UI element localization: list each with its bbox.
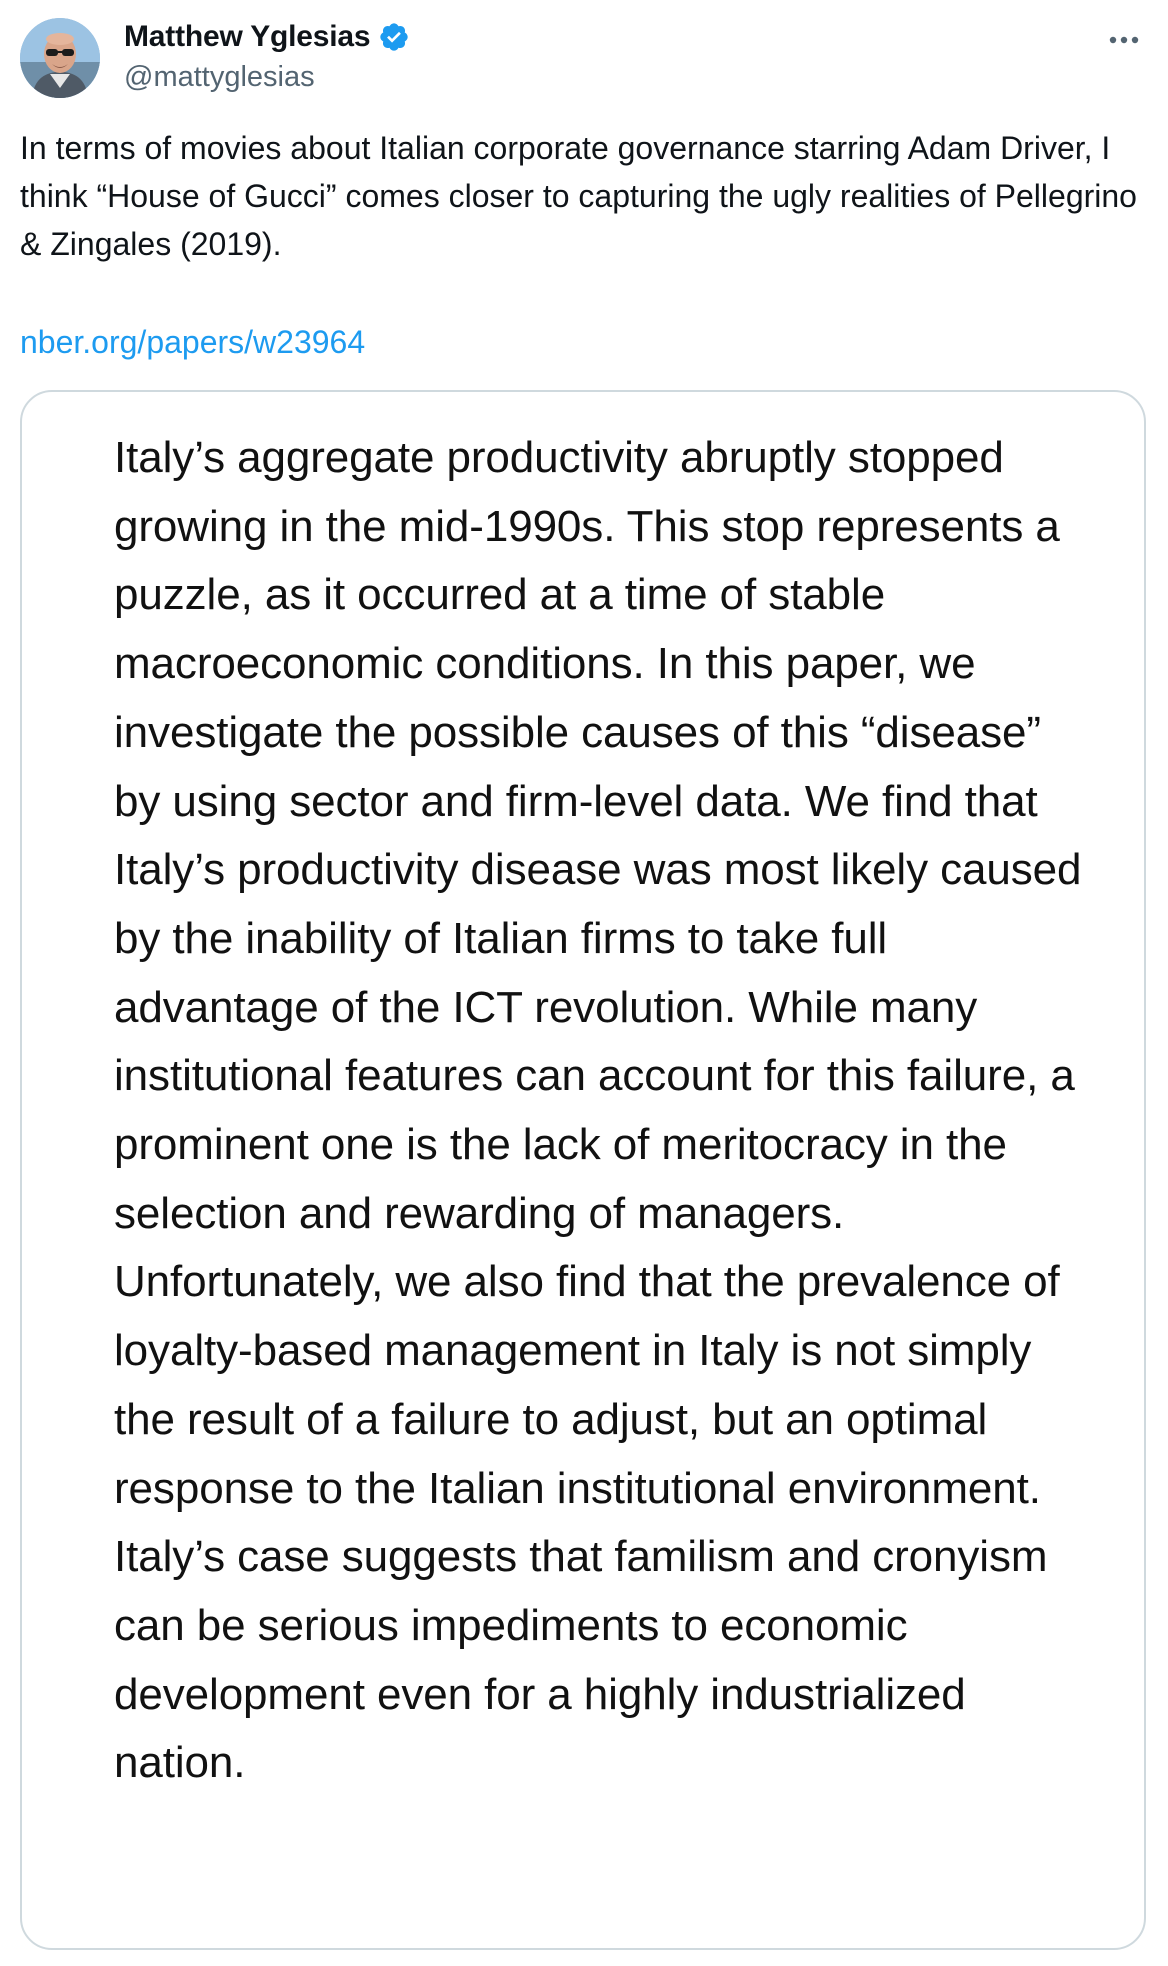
author-info (124, 16, 924, 96)
card-abstract-text: Italy’s aggregate productivity abruptly stopped growing in the mid-1990s. This stop represents a puzzle, as it occurred at a time of stable macroeconomic conditions. In this paper, we investigate the possible causes of this “disease” by using sector and firm-level data. We find that Italy’s productivity disease was most likely caused by the inability of Italian firms to take full advantage of the ICT revolution. While many institutional features can account for this failure, a prominent one is the lack of meritocracy in the selection and rewarding of managers. Unfortunately, we also find that the prevalence of loyalty-based management in Italy is not simply the result of a failure to adjust, but an optimal response to the Italian institutional environment. Italy’s case suggests that familism and cronyism can be serious impediments to economic development even for a highly industrialized nation. (114, 433, 1082, 1788)
author-handle[interactable]: @mattyglesias (124, 61, 315, 93)
verified-badge-icon (378, 21, 410, 53)
link-preview-card[interactable] (20, 390, 1146, 1950)
author-display-name[interactable]: Matthew Yglesias (124, 20, 371, 53)
tweet-link[interactable]: nber.org/papers/w23964 (20, 324, 366, 360)
avatar-image (20, 18, 100, 98)
author-name-row (124, 16, 924, 58)
avatar[interactable] (20, 18, 100, 98)
more-options-button[interactable] (1102, 18, 1146, 62)
tweet-text: In terms of movies about Italian corporate governance starring Adam Driver, I think “House of Gucci” comes closer to capturing the ugly realities of Pellegrino & Zingales (2019). (20, 130, 1137, 262)
more-options-icon (1109, 36, 1139, 44)
